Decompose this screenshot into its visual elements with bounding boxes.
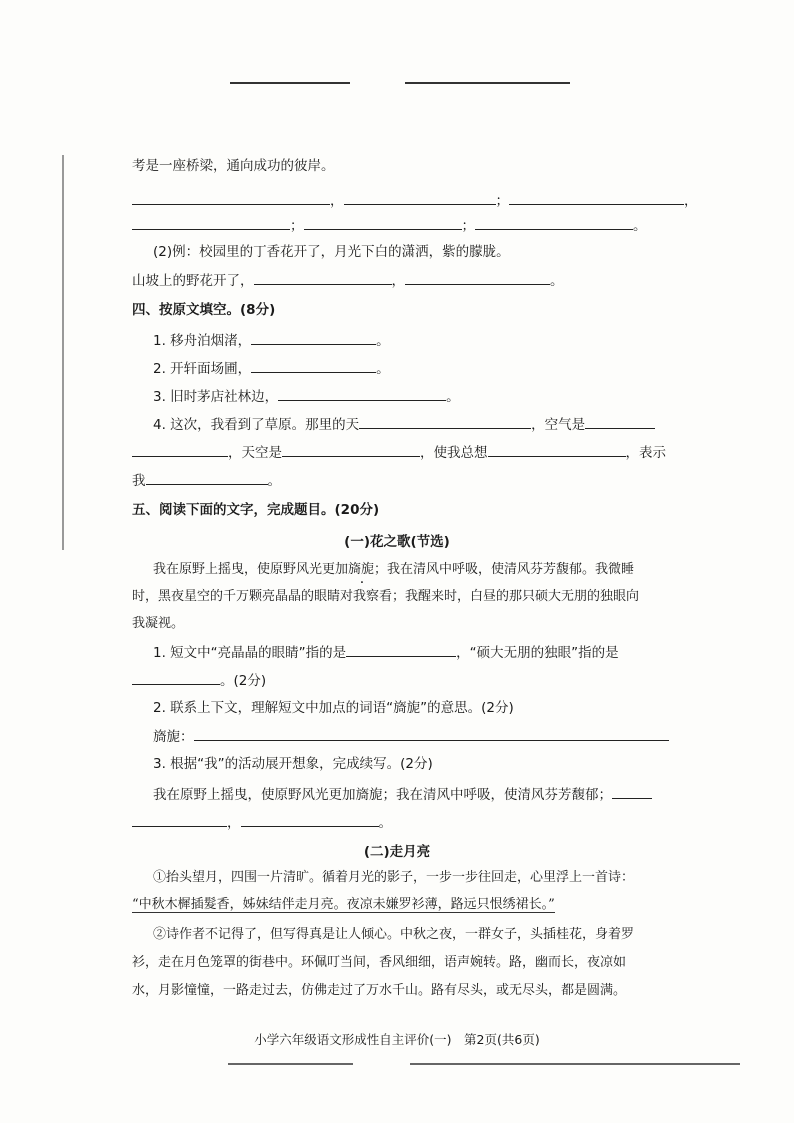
blank[interactable] xyxy=(304,215,462,230)
blank[interactable] xyxy=(132,215,290,230)
passage-line: 我凝视。 xyxy=(132,616,185,631)
scan-edge-bottom-right xyxy=(410,1063,740,1065)
blank[interactable] xyxy=(251,330,376,345)
passage-line: 时，黑夜星空的千万颗亮晶晶的眼睛对我察看；我醒来时，白昼的那只硕大无朋的独眼向 xyxy=(132,589,640,604)
dotted-word: 旖旎 xyxy=(348,562,375,577)
passage-line: 我在原野上摇曳，使原野风光更加旖旎；我在清风中呼吸，使清风芬芳馥郁。我微睡 xyxy=(153,562,635,577)
answer-line: 我在原野上摇曳，使原野风光更加旖旎；我在清风中呼吸，使清风芬芳馥郁； xyxy=(153,784,652,805)
text-line: (2)例：校园里的丁香花开了，月光下白的潇洒，紫的朦胧。 xyxy=(153,244,510,260)
question: 3. 根据“我”的活动展开想象，完成续写。(2分) xyxy=(153,756,433,772)
question: 1. 短文中“亮晶晶的眼睛”指的是 ，“硕大无朋的独眼”指的是 xyxy=(153,642,619,663)
scan-edge-top-left xyxy=(230,82,350,84)
question: 4. 这次，我看到了草原。那里的天 ，空气是 xyxy=(153,414,655,435)
binding-margin-line xyxy=(62,155,64,550)
blank[interactable] xyxy=(146,470,268,485)
section-heading: 四、按原文填空。(8分) xyxy=(132,302,276,318)
blank[interactable] xyxy=(344,190,496,205)
question: 2. 联系上下文，理解短文中加点的词语“旖旎”的意思。(2分) xyxy=(153,700,514,716)
page-footer: 小学六年级语文形成性自主评价(一) 第2页(共6页) xyxy=(254,1032,540,1047)
text-line: 考是一座桥梁，通向成功的彼岸。 xyxy=(132,158,335,174)
blank[interactable] xyxy=(132,442,228,457)
blank[interactable] xyxy=(509,190,684,205)
answer-line: ， 。 xyxy=(132,812,392,833)
blank[interactable] xyxy=(585,414,655,429)
passage-title: (一)花之歌(节选) xyxy=(344,534,450,550)
blank[interactable] xyxy=(612,784,652,799)
passage-line: 衫，走在月色笼罩的街巷中。环佩叮当间，香风细细，语声婉转。路，幽而长，夜凉如 xyxy=(132,955,627,970)
blank[interactable] xyxy=(346,642,456,657)
passage-title: (二)走月亮 xyxy=(363,844,431,860)
blank[interactable] xyxy=(359,414,531,429)
question-cont: 我 。 xyxy=(132,470,281,491)
blank[interactable] xyxy=(132,812,227,827)
blank[interactable] xyxy=(251,358,376,373)
blank[interactable] xyxy=(475,215,633,230)
passage-line: ①抬头望月，四围一片清旷。循着月光的影子，一步一步往回走，心里浮上一首诗： xyxy=(153,870,635,885)
section-heading: 五、阅读下面的文字，完成题目。(20分) xyxy=(132,502,380,518)
blank[interactable] xyxy=(132,190,330,205)
answer-line: ， ； ， xyxy=(132,190,698,211)
blank[interactable] xyxy=(241,812,379,827)
passage-line: 水，月影憧憧，一路走过去，仿佛走过了万水千山。路有尽头，或无尽头，都是圆满。 xyxy=(132,983,627,998)
question: 2. 开轩面场圃， 。 xyxy=(153,358,390,379)
passage-line: ②诗作者不记得了，但写得真是让人倾心。中秋之夜，一群女子，头插桂花，身着罗 xyxy=(153,927,635,942)
blank[interactable] xyxy=(488,442,626,457)
scan-edge-bottom-left xyxy=(228,1063,353,1065)
blank[interactable] xyxy=(405,270,550,285)
answer-line: ； ； 。 xyxy=(132,215,647,236)
scan-edge-top-right xyxy=(405,82,570,84)
blank[interactable] xyxy=(282,442,420,457)
question: 3. 旧时茅店社林边， 。 xyxy=(153,386,460,407)
blank[interactable] xyxy=(278,386,446,401)
answer-line: 旖旎： xyxy=(153,726,669,747)
passage-line: “中秋木樨插髮香，姊妹结伴走月亮。夜凉未嫌罗衫薄，路远只恨绣裙长。” xyxy=(132,897,555,912)
question-cont: ，天空是 ，使我总想 ，表示 xyxy=(132,442,666,463)
blank[interactable] xyxy=(254,270,392,285)
answer-line: 山坡上的野花开了， ， 。 xyxy=(132,270,564,291)
question-cont: 。(2分) xyxy=(132,670,266,691)
question: 1. 移舟泊烟渚， 。 xyxy=(153,330,390,351)
blank[interactable] xyxy=(194,726,669,741)
blank[interactable] xyxy=(132,670,220,685)
